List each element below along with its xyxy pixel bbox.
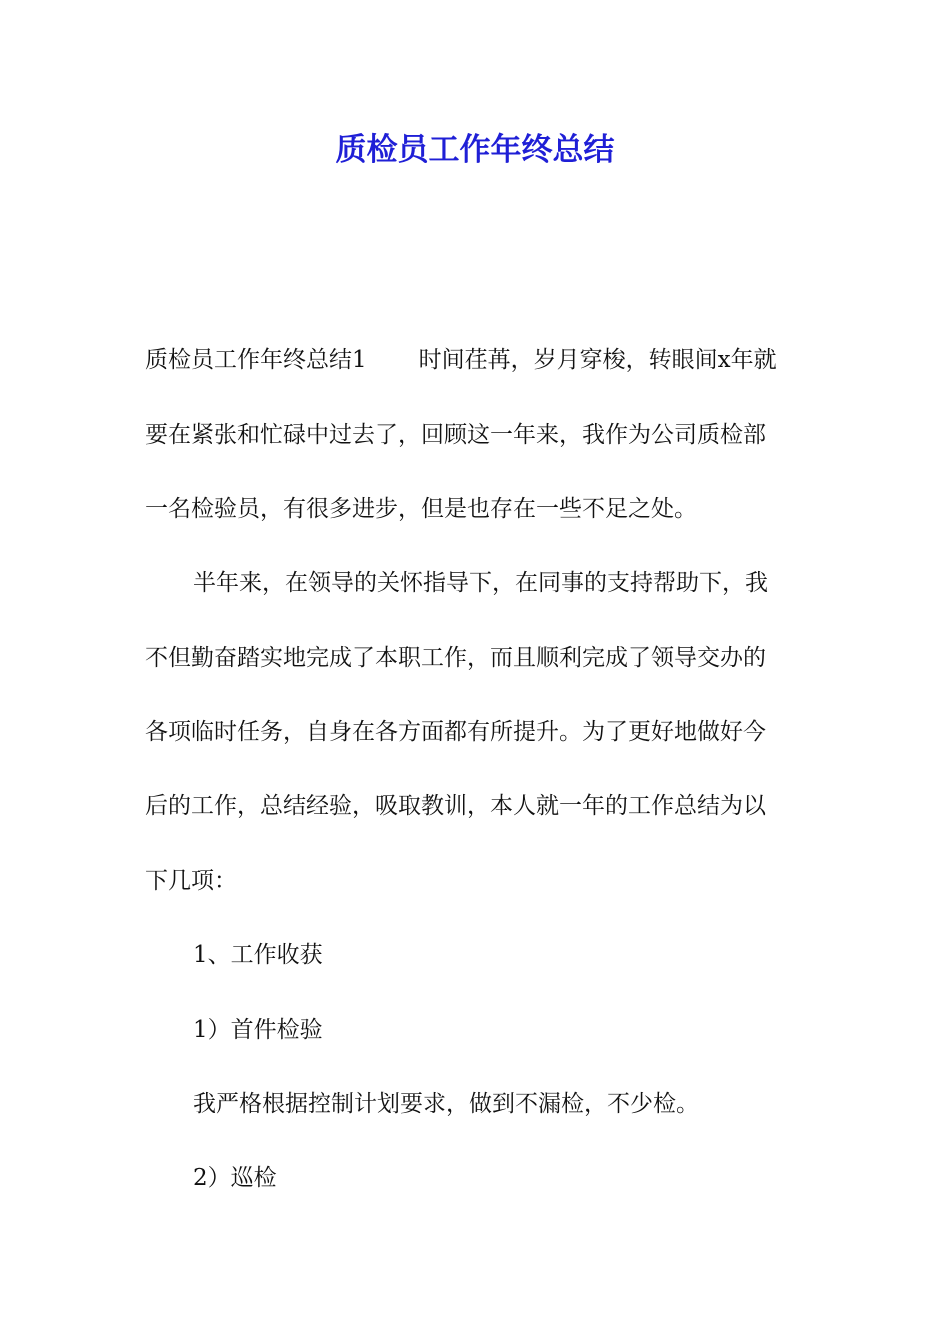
- section-heading-inline: 质检员工作年终总结1: [145, 347, 367, 373]
- paragraph-line: [145, 345, 810, 375]
- paragraph-line: 我严格根据控制计划要求，做到不漏检，不少检。: [193, 1091, 699, 1117]
- paragraph-line: 一名检验员，有很多进步，但是也存在一些不足之处。: [145, 496, 697, 522]
- paragraph-line: 半年来，在领导的关怀指导下，在同事的支持帮助下，我: [193, 570, 768, 596]
- paragraph-line: 后的工作，总结经验，吸取教训，本人就一年的工作总结为以: [145, 793, 766, 819]
- paragraph-line: 下几项：: [145, 868, 237, 894]
- paragraph-line: 不但勤奋踏实地完成了本职工作，而且顺利完成了领导交办的: [145, 645, 766, 671]
- document-title: 质检员工作年终总结: [335, 132, 615, 168]
- subsection-heading: 2）巡检: [193, 1165, 277, 1191]
- line-text: 时间荏苒，岁月穿梭，转眼间x年就: [418, 347, 777, 373]
- subsection-heading: 1）首件检验: [193, 1017, 323, 1043]
- paragraph-line: 要在紧张和忙碌中过去了，回顾这一年来，我作为公司质检部: [145, 422, 766, 448]
- paragraph-line: 各项临时任务，自身在各方面都有所提升。为了更好地做好今: [145, 719, 766, 745]
- section-heading: 1、工作收获: [193, 942, 323, 968]
